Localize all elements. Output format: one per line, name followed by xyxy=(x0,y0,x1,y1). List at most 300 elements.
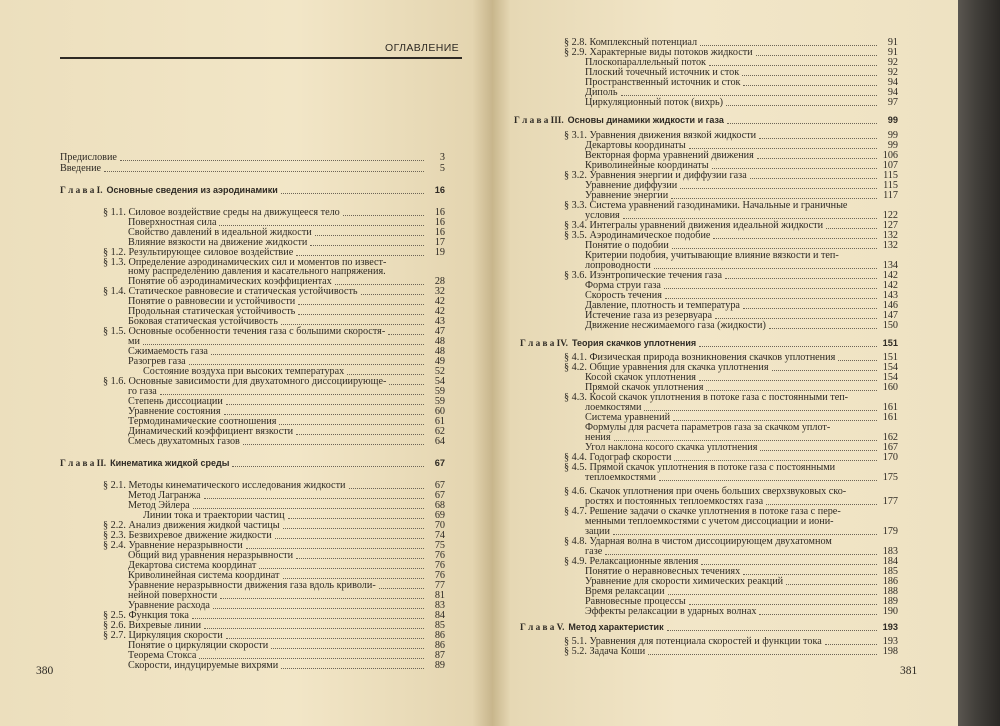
toc-chapter-heading xyxy=(60,458,445,469)
entry-page-number: 142 xyxy=(882,280,898,291)
entry-page-number: 84 xyxy=(434,610,445,621)
entry-title: Плоскопараллельный поток xyxy=(585,57,707,68)
entry-title: Метод Лагранжа xyxy=(128,490,201,501)
chapter-number: Г л а в а V. xyxy=(520,622,565,632)
entry-title: Динамический коэффициент вязкости xyxy=(128,426,294,437)
entry-title: § 1.6. Основные зависимости для двухатомного диссоциирующе- xyxy=(103,376,387,387)
entry-page-number: 16 xyxy=(434,217,445,228)
entry-page-number: 170 xyxy=(882,452,898,463)
dot-leader xyxy=(199,658,424,659)
dot-leader xyxy=(668,594,877,595)
chapter-number: Г л а в а II. xyxy=(60,458,107,468)
entry-page-number: 132 xyxy=(882,230,898,241)
dot-leader xyxy=(786,584,877,585)
book-cover-edge xyxy=(958,0,1000,726)
entry-title: Давление, плотность и температура xyxy=(585,300,740,311)
entry-title: § 5.2. Задача Коши xyxy=(564,646,646,657)
dot-leader xyxy=(672,248,877,249)
entry-title: ному распределению давления и касательного напряжения. xyxy=(128,266,386,277)
toc-entry xyxy=(564,646,898,657)
entry-title: Предисловие xyxy=(60,152,117,163)
entry-page-number: 154 xyxy=(882,372,898,383)
entry-title: § 2.3. Безвихревое движение жидкости xyxy=(103,530,272,541)
toc-chapter-heading xyxy=(514,115,898,126)
dot-leader xyxy=(664,288,877,289)
entry-page-number: 117 xyxy=(883,190,898,201)
dot-leader xyxy=(296,255,424,256)
dot-leader xyxy=(296,434,424,435)
entry-page-number: 184 xyxy=(882,556,898,567)
entry-title: го газа xyxy=(128,386,157,397)
dot-leader xyxy=(204,498,424,499)
dot-leader xyxy=(347,374,424,375)
dot-leader xyxy=(211,354,424,355)
entry-title: § 3.5. Аэродинамическое подобие xyxy=(564,230,711,241)
entry-page-number: 47 xyxy=(434,326,445,337)
entry-page-number: 186 xyxy=(882,576,898,587)
dot-leader xyxy=(769,328,877,329)
dot-leader xyxy=(726,105,877,106)
dot-leader xyxy=(192,618,424,619)
dot-leader xyxy=(701,564,877,565)
entry-page-number: 151 xyxy=(882,352,898,363)
entry-title: лоемкостями xyxy=(585,402,642,413)
entry-title: Линии тока и траектории частиц xyxy=(143,510,285,521)
dot-leader xyxy=(143,344,424,345)
entry-title: Понятие о неравновесных течениях xyxy=(585,566,741,577)
entry-page-number: 77 xyxy=(434,580,445,591)
dot-leader xyxy=(825,644,877,645)
dot-leader xyxy=(279,424,424,425)
dot-leader xyxy=(379,588,424,589)
entry-page-number: 115 xyxy=(883,170,898,181)
entry-page-number: 179 xyxy=(882,526,898,537)
dot-leader xyxy=(727,123,877,124)
entry-title: § 4.3. Косой скачок уплотнения в потоке газа с постоянными теп- xyxy=(564,392,849,403)
entry-title: § 1.4. Статическое равновесие и статическая устойчивость xyxy=(103,286,358,297)
entry-page-number: 193 xyxy=(882,636,898,647)
dot-leader xyxy=(349,488,425,489)
dot-leader xyxy=(772,370,877,371)
toc-entry xyxy=(585,472,898,483)
dot-leader xyxy=(298,314,424,315)
entry-title: § 2.5. Функция тока xyxy=(103,610,189,621)
dot-leader xyxy=(104,171,424,172)
dot-leader xyxy=(621,95,877,96)
dot-leader xyxy=(315,235,424,236)
dot-leader xyxy=(120,160,424,161)
entry-page-number: 150 xyxy=(882,320,898,331)
dot-leader xyxy=(613,534,877,535)
dot-leader xyxy=(713,238,877,239)
dot-leader xyxy=(343,215,424,216)
entry-page-number: 74 xyxy=(434,530,445,541)
dot-leader xyxy=(298,304,424,305)
entry-page-number: 94 xyxy=(887,77,898,88)
entry-page-number: 86 xyxy=(434,640,445,651)
dot-leader xyxy=(243,444,424,445)
entry-page-number: 198 xyxy=(882,646,898,657)
entry-page-number: 147 xyxy=(882,310,898,321)
dot-leader xyxy=(759,614,877,615)
entry-page-number: 161 xyxy=(882,402,898,413)
dot-leader xyxy=(757,158,877,159)
entry-page-number: 16 xyxy=(434,227,445,238)
entry-title: Угол наклона косого скачка уплотнения xyxy=(585,442,758,453)
entry-page-number: 67 xyxy=(434,458,445,468)
entry-page-number: 162 xyxy=(882,432,898,443)
entry-page-number: 99 xyxy=(887,130,898,141)
entry-title: Поверхностная сила xyxy=(128,217,217,228)
entry-title: § 4.8. Ударная волна в чистом диссоциирующем двухатомном xyxy=(564,536,832,547)
dot-leader xyxy=(759,138,877,139)
dot-leader xyxy=(283,578,425,579)
dot-leader xyxy=(288,518,424,519)
entry-page-number: 16 xyxy=(434,207,445,218)
entry-title: § 1.2. Результирующее силовое воздействие xyxy=(103,247,294,258)
entry-title: Состояние воздуха при высоких температурах xyxy=(143,366,345,377)
entry-title: Форма струи газа xyxy=(585,280,661,291)
dot-leader xyxy=(259,568,424,569)
dot-leader xyxy=(281,193,424,194)
entry-title: Пространственный источник и сток xyxy=(585,77,741,88)
entry-page-number: 122 xyxy=(882,210,898,221)
entry-title: § 2.9. Характерные виды потоков жидкости xyxy=(564,47,753,58)
entry-page-number: 89 xyxy=(434,660,445,671)
entry-title: Свойство давлений в идеальной жидкости xyxy=(128,227,312,238)
entry-title: § 4.6. Скачок уплотнения при очень больших сверхзвуковых ско- xyxy=(564,486,847,497)
right-page xyxy=(492,0,958,726)
toc-entry xyxy=(585,97,898,108)
entry-title: Скорость течения xyxy=(585,290,662,301)
entry-title: § 4.9. Релаксационные явления xyxy=(564,556,699,567)
entry-page-number: 146 xyxy=(882,300,898,311)
entry-page-number: 177 xyxy=(882,496,898,507)
entry-title: § 3.3. Система уравнений газодинамики. Начальные и граничные xyxy=(564,200,848,211)
dot-leader xyxy=(700,45,877,46)
dot-leader xyxy=(665,298,877,299)
entry-title: § 3.4. Интегралы уравнений движения идеальной жидкости xyxy=(564,220,824,231)
dot-leader xyxy=(335,284,424,285)
dot-leader xyxy=(709,65,877,66)
dot-leader xyxy=(680,188,877,189)
entry-page-number: 99 xyxy=(887,140,898,151)
entry-page-number: 92 xyxy=(887,57,898,68)
dot-leader xyxy=(623,218,877,219)
entry-page-number: 48 xyxy=(434,336,445,347)
entry-title: менными теплоемкостями с учетом диссоциации и иони- xyxy=(585,516,834,527)
running-head: ОГЛАВЛЕНИЕ xyxy=(385,42,460,54)
entry-title: Уравнение энергии xyxy=(585,190,669,201)
entry-title: § 2.2. Анализ движения жидкой частицы xyxy=(103,520,280,531)
entry-page-number: 61 xyxy=(434,416,445,427)
entry-title: Прямой скачок уплотнения xyxy=(585,382,704,393)
entry-title: зации xyxy=(585,526,610,537)
entry-page-number: 43 xyxy=(434,316,445,327)
dot-leader xyxy=(226,638,424,639)
entry-page-number: 49 xyxy=(434,356,445,367)
toc-entry xyxy=(585,320,898,331)
entry-title: § 5.1. Уравнения для потенциала скоростей и функции тока xyxy=(564,636,822,647)
page-number-left: 380 xyxy=(36,665,54,677)
dot-leader xyxy=(232,466,424,467)
entry-page-number: 67 xyxy=(434,490,445,501)
entry-page-number: 185 xyxy=(882,566,898,577)
entry-title: § 1.3. Определение аэродинамических сил и моментов по извест- xyxy=(103,257,387,268)
entry-page-number: 85 xyxy=(434,620,445,631)
entry-title: теплоемкостями xyxy=(585,472,656,483)
dot-leader xyxy=(725,278,877,279)
chapter-title: Основы динамики жидкости и газа xyxy=(567,115,724,125)
entry-page-number: 106 xyxy=(882,150,898,161)
dot-leader xyxy=(756,55,877,56)
entry-title: Декартовы координаты xyxy=(585,140,686,151)
chapter-title: Основные сведения из аэродинамики xyxy=(106,185,278,195)
entry-page-number: 86 xyxy=(434,630,445,641)
dot-leader xyxy=(671,198,877,199)
entry-title: Общий вид уравнения неразрывности xyxy=(128,550,294,561)
toc-entry xyxy=(585,606,898,617)
entry-title: § 4.1. Физическая природа возникновения скачков уплотнения xyxy=(564,352,836,363)
entry-title: Уравнение неразрывности движения газа вдоль криволи- xyxy=(128,580,376,591)
chapter-title: Теория скачков уплотнения xyxy=(571,338,697,348)
entry-page-number: 75 xyxy=(434,540,445,551)
entry-title: Понятие об аэродинамических коэффициентах xyxy=(128,276,332,287)
dot-leader xyxy=(361,294,424,295)
entry-page-number: 60 xyxy=(434,406,445,417)
entry-title: Плоский точечный источник и сток xyxy=(585,67,740,78)
dot-leader xyxy=(760,450,877,451)
entry-title: Критерии подобия, учитывающие влияние вязкости и теп- xyxy=(585,250,839,261)
entry-title: Косой скачок уплотнения xyxy=(585,372,696,383)
dot-leader xyxy=(659,480,877,481)
entry-title: Сжимаемость газа xyxy=(128,346,208,357)
dot-leader xyxy=(743,85,877,86)
dot-leader xyxy=(826,228,877,229)
toc-chapter-heading xyxy=(520,338,898,349)
dot-leader xyxy=(220,598,424,599)
entry-page-number: 81 xyxy=(434,590,445,601)
entry-page-number: 91 xyxy=(887,37,898,48)
dot-leader xyxy=(389,384,424,385)
entry-title: § 2.7. Циркуляция скорости xyxy=(103,630,223,641)
entry-title: Метод Эйлера xyxy=(128,500,190,511)
entry-page-number: 193 xyxy=(882,622,898,632)
chapter-number: Г л а в а IV. xyxy=(520,338,568,348)
dot-leader xyxy=(226,404,424,405)
chapter-title: Метод характеристик xyxy=(568,622,664,632)
entry-page-number: 48 xyxy=(434,346,445,357)
dot-leader xyxy=(281,324,424,325)
entry-page-number: 67 xyxy=(434,480,445,491)
dot-leader xyxy=(224,414,424,415)
entry-page-number: 127 xyxy=(882,220,898,231)
dot-leader xyxy=(766,504,877,505)
dot-leader xyxy=(699,346,877,347)
entry-page-number: 16 xyxy=(434,185,445,195)
entry-title: § 3.1. Уравнения движения вязкой жидкости xyxy=(564,130,757,141)
entry-page-number: 142 xyxy=(882,270,898,281)
dot-leader xyxy=(160,394,424,395)
entry-title: Термодинамические соотношения xyxy=(128,416,277,427)
dot-leader xyxy=(715,318,877,319)
dot-leader xyxy=(644,410,877,411)
left-page xyxy=(0,0,492,726)
entry-title: Формулы для расчета параметров газа за скачком уплот- xyxy=(585,422,831,433)
dot-leader xyxy=(310,245,424,246)
entry-title: Разогрев газа xyxy=(128,356,186,367)
entry-page-number: 160 xyxy=(882,382,898,393)
dot-leader xyxy=(673,420,877,421)
dot-leader xyxy=(689,148,877,149)
entry-title: Теорема Стокса xyxy=(128,650,197,661)
dot-leader xyxy=(275,538,424,539)
dot-leader xyxy=(712,168,877,169)
entry-title: Диполь xyxy=(585,87,618,98)
entry-title: Введение xyxy=(60,163,102,174)
entry-page-number: 143 xyxy=(882,290,898,301)
entry-page-number: 42 xyxy=(434,296,445,307)
entry-page-number: 19 xyxy=(434,247,445,258)
entry-title: § 4.7. Решение задачи о скачке уплотнения в потоке газа с пере- xyxy=(564,506,841,517)
entry-title: § 4.4. Годограф скорости xyxy=(564,452,672,463)
dot-leader xyxy=(296,558,424,559)
entry-page-number: 183 xyxy=(882,546,898,557)
entry-title: Уравнение диффузии xyxy=(585,180,678,191)
entry-page-number: 42 xyxy=(434,306,445,317)
entry-page-number: 87 xyxy=(434,650,445,661)
toc-chapter-heading xyxy=(60,185,445,196)
entry-page-number: 188 xyxy=(882,586,898,597)
entry-title: § 1.5. Основные особенности течения газа с большими скоростя- xyxy=(103,326,386,337)
entry-page-number: 92 xyxy=(887,67,898,78)
dot-leader xyxy=(648,654,877,655)
entry-page-number: 59 xyxy=(434,386,445,397)
entry-title: Движение несжимаемого газа (жидкости) xyxy=(585,320,766,331)
entry-page-number: 175 xyxy=(882,472,898,483)
toc-entry xyxy=(60,163,445,174)
chapter-number: Г л а в а I. xyxy=(60,185,103,195)
entry-title: Криволинейные координаты xyxy=(585,160,709,171)
dot-leader xyxy=(219,225,424,226)
toc-chapter-heading xyxy=(520,622,898,633)
entry-page-number: 32 xyxy=(434,286,445,297)
header-rule xyxy=(60,57,462,59)
entry-title: Время релаксации xyxy=(585,586,665,597)
chapter-number: Г л а в а III. xyxy=(514,115,564,125)
entry-page-number: 68 xyxy=(434,500,445,511)
entry-page-number: 76 xyxy=(434,560,445,571)
entry-title: Уравнение для скорости химических реакций xyxy=(585,576,784,587)
entry-title: Равновесные процессы xyxy=(585,596,686,607)
entry-page-number: 134 xyxy=(882,260,898,271)
dot-leader xyxy=(838,360,877,361)
entry-page-number: 59 xyxy=(434,396,445,407)
dot-leader xyxy=(743,574,877,575)
dot-leader xyxy=(193,508,424,509)
entry-title: Понятие о циркуляции скорости xyxy=(128,640,269,651)
entry-page-number: 83 xyxy=(434,600,445,611)
entry-page-number: 161 xyxy=(882,412,898,423)
entry-page-number: 107 xyxy=(882,160,898,171)
dot-leader xyxy=(689,604,877,605)
dot-leader xyxy=(189,364,424,365)
page-number-right: 381 xyxy=(900,665,918,677)
entry-page-number: 167 xyxy=(882,442,898,453)
entry-title: нейной поверхности xyxy=(128,590,218,601)
entry-page-number: 52 xyxy=(434,366,445,377)
entry-page-number: 190 xyxy=(882,606,898,617)
dot-leader xyxy=(605,554,877,555)
entry-title: нения xyxy=(585,432,611,443)
entry-title: Векторная форма уравнений движения xyxy=(585,150,754,161)
entry-page-number: 54 xyxy=(434,376,445,387)
entry-title: § 1.1. Силовое воздействие среды на движущееся тело xyxy=(103,207,340,218)
toc-entry xyxy=(128,436,445,447)
entry-page-number: 5 xyxy=(439,163,445,174)
dot-leader xyxy=(614,440,877,441)
toc-entry xyxy=(60,152,445,163)
entry-page-number: 99 xyxy=(887,115,898,125)
entry-title: Понятие о подобии xyxy=(585,240,669,251)
dot-leader xyxy=(204,628,424,629)
entry-title: Смесь двухатомных газов xyxy=(128,436,240,447)
entry-page-number: 64 xyxy=(434,436,445,447)
entry-page-number: 3 xyxy=(439,152,445,163)
entry-page-number: 70 xyxy=(434,520,445,531)
dot-leader xyxy=(246,548,424,549)
entry-title: § 4.2. Общие уравнения для скачка уплотнения xyxy=(564,362,769,373)
dot-leader xyxy=(706,390,877,391)
entry-title: Циркуляционный поток (вихрь) xyxy=(585,97,724,108)
entry-title: Понятие о равновесии и устойчивости xyxy=(128,296,296,307)
entry-page-number: 76 xyxy=(434,570,445,581)
dot-leader xyxy=(388,334,424,335)
entry-page-number: 154 xyxy=(882,362,898,373)
dot-leader xyxy=(750,178,877,179)
entry-title: Продольная статическая устойчивость xyxy=(128,306,296,317)
entry-title: ми xyxy=(128,336,140,347)
entry-title: Боковая статическая устойчивость xyxy=(128,316,278,327)
entry-page-number: 17 xyxy=(434,237,445,248)
dot-leader xyxy=(271,648,424,649)
entry-title: § 2.4. Уравнение неразрывности xyxy=(103,540,243,551)
entry-title: Криволинейная система координат xyxy=(128,570,280,581)
entry-title: лопроводности xyxy=(585,260,651,271)
dot-leader xyxy=(281,668,424,669)
dot-leader xyxy=(699,380,877,381)
entry-title: § 4.5. Прямой скачок уплотнения в потоке газа с постоянными xyxy=(564,462,836,473)
entry-page-number: 97 xyxy=(887,97,898,108)
dot-leader xyxy=(654,268,877,269)
dot-leader xyxy=(667,630,877,631)
entry-page-number: 115 xyxy=(883,180,898,191)
entry-title: Уравнение состояния xyxy=(128,406,221,417)
entry-page-number: 189 xyxy=(882,596,898,607)
toc-entry xyxy=(128,660,445,671)
entry-title: § 2.8. Комплексный потенциал xyxy=(564,37,698,48)
entry-title: § 2.6. Вихревые линии xyxy=(103,620,202,631)
entry-title: ростях и постоянных теплоемкостях газа xyxy=(585,496,764,507)
entry-page-number: 69 xyxy=(434,510,445,521)
entry-title: газе xyxy=(585,546,603,557)
entry-page-number: 76 xyxy=(434,550,445,561)
entry-page-number: 28 xyxy=(434,276,445,287)
dot-leader xyxy=(742,75,877,76)
entry-title: Система уравнений xyxy=(585,412,671,423)
entry-title: Уравнение расхода xyxy=(128,600,210,611)
entry-page-number: 62 xyxy=(434,426,445,437)
